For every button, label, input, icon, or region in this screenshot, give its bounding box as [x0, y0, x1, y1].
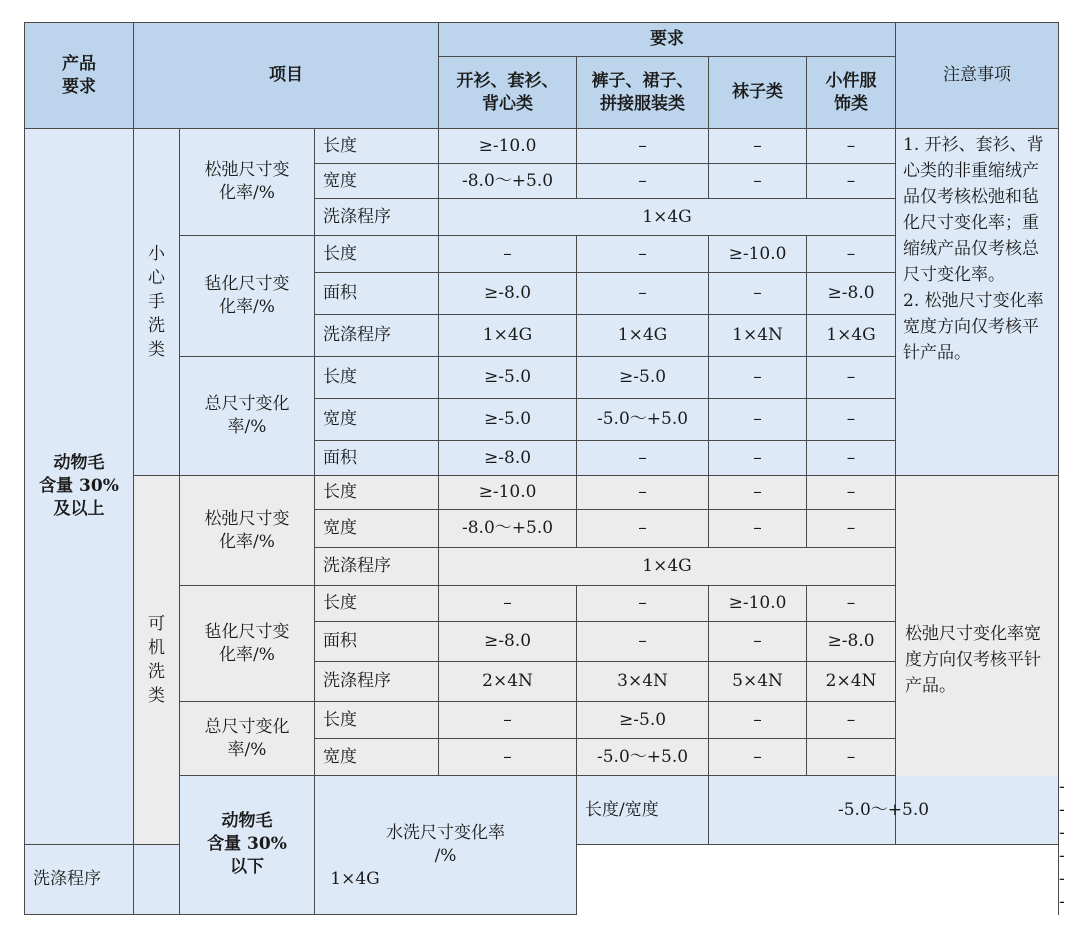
value-cell: 1×4G: [577, 315, 709, 357]
value-cell: –: [807, 441, 896, 476]
header-product-requirement: 产品 要求: [25, 23, 134, 129]
value-cell: –: [577, 129, 709, 164]
header-col-socks: 袜子类: [709, 57, 807, 129]
value-cell: –: [709, 476, 807, 510]
value-cell: ≥-8.0: [807, 622, 896, 662]
value-cell: -8.0～+5.0: [439, 164, 577, 199]
metric-label: 长度/宽度: [577, 776, 709, 845]
value-cell: 1×4G: [807, 315, 896, 357]
header-col-accessories: 小件服 饰类: [807, 57, 896, 129]
value-cell: –: [807, 702, 896, 739]
value-cell: –: [807, 236, 896, 273]
metric-label: 洗涤程序: [25, 845, 134, 914]
hand-relax-label: 松弛尺寸变 化率/%: [180, 129, 315, 236]
header-col-cardigan: 开衫、套衫、 背心类: [439, 57, 577, 129]
header-notes: 注意事项: [896, 23, 1059, 129]
metric-label: 面积: [315, 273, 439, 315]
value-cell: –: [709, 510, 807, 548]
metric-label: 长度: [315, 129, 439, 164]
hand-felt-label: 毡化尺寸变 化率/%: [180, 236, 315, 357]
value-cell: –: [577, 164, 709, 199]
table-row: [25, 845, 1059, 914]
value-cell: ≥-5.0: [577, 357, 709, 399]
subgroup-machine-wash: 可 机 洗 类: [134, 476, 180, 845]
metric-label: 长度: [315, 236, 439, 273]
value-cell: –: [709, 739, 807, 776]
header-requirement: 要求: [439, 23, 896, 57]
value-cell: –: [439, 702, 577, 739]
metric-label: 面积: [315, 441, 439, 476]
table-row: 动物毛 含量 30% 以下 水洗尺寸变化率 /% 长度/宽度 -5.0～+5.0 ------: [25, 776, 1059, 845]
value-cell: ≥-5.0: [577, 702, 709, 739]
metric-label: 宽度: [315, 164, 439, 199]
value-cell: –: [807, 586, 896, 622]
value-cell: –: [709, 164, 807, 199]
value-cell: ≥-10.0: [709, 586, 807, 622]
value-cell: -8.0～+5.0: [439, 510, 577, 548]
value-cell: –: [709, 129, 807, 164]
metric-label: 宽度: [315, 399, 439, 441]
value-cell: 1×4N: [709, 315, 807, 357]
value-cell: –: [577, 236, 709, 273]
metric-label: 洗涤程序: [315, 548, 439, 586]
value-cell: 2×4N: [439, 662, 577, 702]
table-row: [25, 476, 1059, 510]
value-cell: ≥-8.0: [807, 273, 896, 315]
group-animal-hair-below-30: 动物毛 含量 30% 以下: [180, 776, 315, 915]
value-cell: –: [807, 739, 896, 776]
machine-relax-label: 松弛尺寸变 化率/%: [180, 476, 315, 586]
wash-change-label: 水洗尺寸变化率 /%: [315, 776, 577, 915]
value-cell: ≥-10.0: [439, 129, 577, 164]
value-cell: –: [577, 586, 709, 622]
value-cell: –: [807, 129, 896, 164]
table-row: [25, 129, 1059, 164]
machine-total-label: 总尺寸变化 率/%: [180, 702, 315, 776]
value-cell: -5.0～+5.0: [577, 739, 709, 776]
value-cell: 1×4G: [134, 845, 577, 914]
metric-label: 长度: [315, 357, 439, 399]
metric-label: 宽度: [315, 739, 439, 776]
machine-felt-label: 毡化尺寸变 化率/%: [180, 586, 315, 702]
machine-wash-notes: 松弛尺寸变化率宽度方向仅考核平针产品。: [896, 476, 1059, 845]
metric-label: 长度: [315, 702, 439, 739]
value-cell: –: [709, 399, 807, 441]
value-cell: ≥-10.0: [709, 236, 807, 273]
metric-label: 长度: [315, 586, 439, 622]
value-cell: –: [439, 586, 577, 622]
value-cell: ≥-8.0: [439, 273, 577, 315]
value-cell: –: [709, 702, 807, 739]
value-cell: 1×4G: [439, 199, 896, 236]
metric-label: 洗涤程序: [315, 199, 439, 236]
value-cell: -5.0～+5.0: [709, 776, 1059, 845]
value-cell: ≥-10.0: [439, 476, 577, 510]
value-cell: -5.0～+5.0: [577, 399, 709, 441]
value-cell: 2×4N: [807, 662, 896, 702]
hand-wash-notes: 1. 开衫、套衫、背心类的非重缩绒产品仅考核松弛和毡化尺寸变化率；重缩绒产品仅考核总尺寸变化率。 2. 松弛尺寸变化率宽度方向仅考核平针产品。: [896, 129, 1059, 476]
value-cell: ≥-8.0: [439, 441, 577, 476]
value-cell: –: [807, 164, 896, 199]
value-cell: –: [577, 273, 709, 315]
value-cell: –: [577, 510, 709, 548]
value-cell: –: [439, 236, 577, 273]
dimensional-change-requirements-table: [24, 22, 1065, 915]
metric-label: 洗涤程序: [315, 315, 439, 357]
hand-total-label: 总尺寸变化 率/%: [180, 357, 315, 476]
metric-label: 面积: [315, 622, 439, 662]
standards-table-container: [24, 22, 1065, 912]
value-cell: –: [439, 739, 577, 776]
group-animal-hair-30-and-above: 动物毛 含量 30% 及以上: [25, 129, 134, 845]
value-cell: –: [709, 357, 807, 399]
value-cell: –: [807, 510, 896, 548]
value-cell: ≥-5.0: [439, 357, 577, 399]
value-cell: –: [807, 399, 896, 441]
metric-label: 长度: [315, 476, 439, 510]
value-cell: ≥-5.0: [439, 399, 577, 441]
subgroup-hand-wash: 小 心 手 洗 类: [134, 129, 180, 476]
value-cell: 1×4G: [439, 548, 896, 586]
header-item: 项目: [134, 23, 439, 129]
value-cell: –: [709, 622, 807, 662]
value-cell: 3×4N: [577, 662, 709, 702]
value-cell: –: [709, 273, 807, 315]
value-cell: 1×4G: [439, 315, 577, 357]
value-cell: ≥-8.0: [439, 622, 577, 662]
value-cell: –: [709, 441, 807, 476]
header-col-trousers: 裤子、裙子、 拼接服装类: [577, 57, 709, 129]
value-cell: –: [577, 476, 709, 510]
value-cell: –: [807, 357, 896, 399]
value-cell: 5×4N: [709, 662, 807, 702]
metric-label: 宽度: [315, 510, 439, 548]
value-cell: –: [807, 476, 896, 510]
value-cell: –: [577, 622, 709, 662]
value-cell: –: [577, 441, 709, 476]
metric-label: 洗涤程序: [315, 662, 439, 702]
